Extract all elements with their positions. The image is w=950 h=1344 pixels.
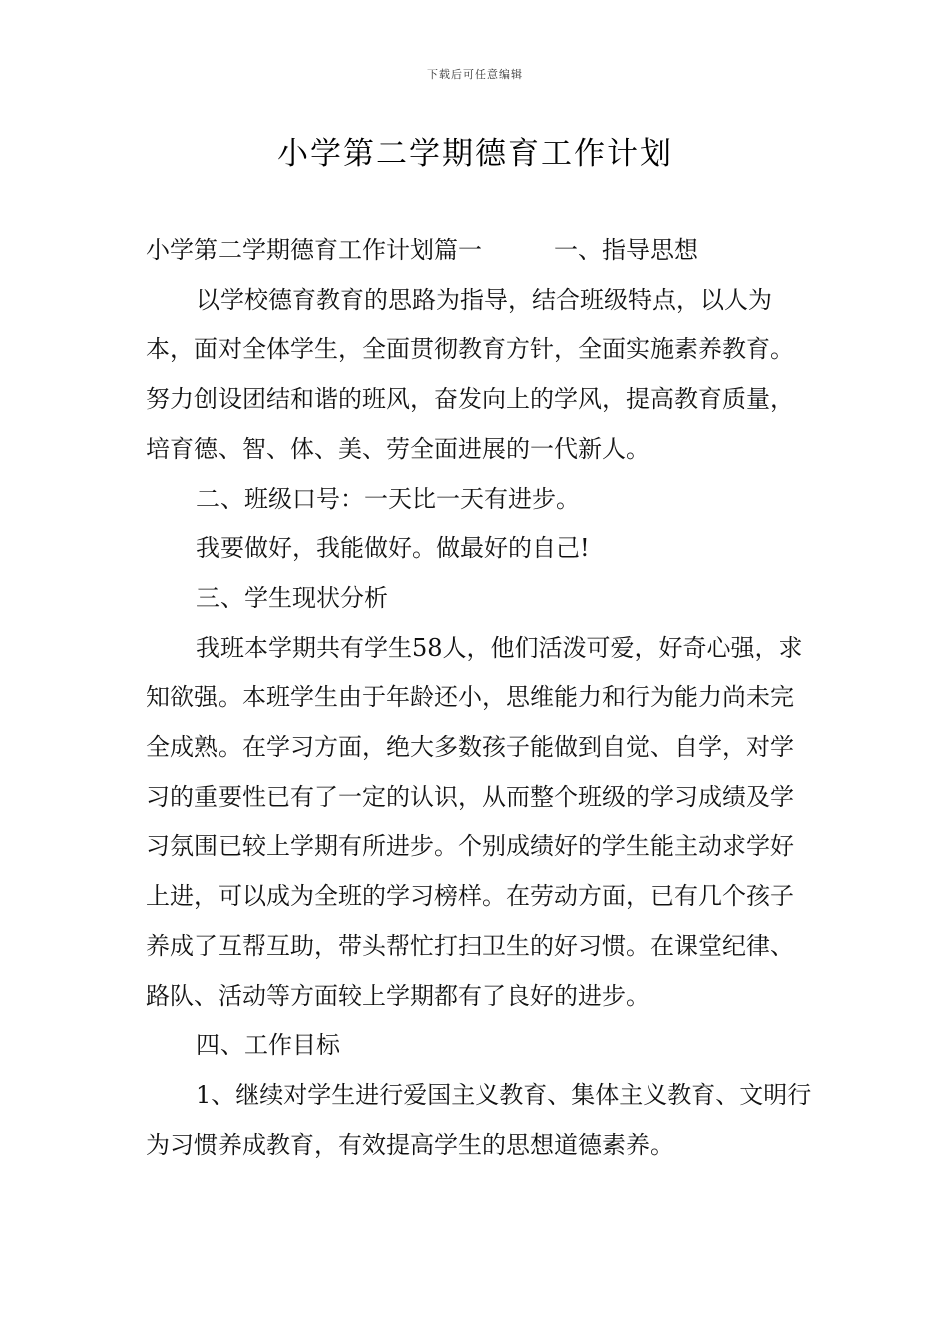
document-body: [146, 226, 812, 1170]
section-heading-student-analysis: 三、学生现状分析: [196, 583, 388, 612]
section-heading-line: 小学第二学期德育工作计划篇一 一、指导思想: [146, 236, 698, 264]
paragraph-student-analysis: 我班本学期共有学生58人，他们活泼可爱，好奇心强，求知欲强。本班学生由于年龄还小，思维能力和行为能力尚未完全成熟。在学习方面，绝大多数孩子能做到自觉、自学，对学习的重要性已有了一定的认识，从而整个班级的学习成绩及学习氛围已较上学期有所进步。个别成绩好的学生能主动求学好上进，可以成为全班的学习榜样。在劳动方面，已有几个孩子养成了互帮互助，带头帮忙打扫卫生的好习惯。在课堂纪律、路队、活动等方面较上学期都有了良好的进步。: [146, 633, 803, 1010]
header-note: 下载后可任意编辑: [427, 68, 523, 81]
paragraph-class-slogan: 二、班级口号：一天比一天有进步。: [196, 484, 580, 513]
document-title: 小学第二学期德育工作计划: [277, 136, 673, 172]
paragraph-slogan-motto: 我要做好，我能做好。做最好的自己!: [196, 534, 590, 563]
paragraph-goal-1: 1、继续对学生进行爱国主义教育、集体主义教育、文明行为习惯养成教育，有效提高学生的思想道德素养。: [146, 1080, 812, 1159]
section-heading-work-goals: 四、工作目标: [196, 1031, 340, 1060]
paragraph-guiding-thought: 以学校德育教育的思路为指导，结合班级特点，以人为本，面对全体学生，全面贯彻教育方针，全面实施素养教育。努力创设团结和谐的班风，奋发向上的学风，提高教育质量，培育德、智、体、美、劳全面进展的一代新人。: [146, 285, 794, 463]
